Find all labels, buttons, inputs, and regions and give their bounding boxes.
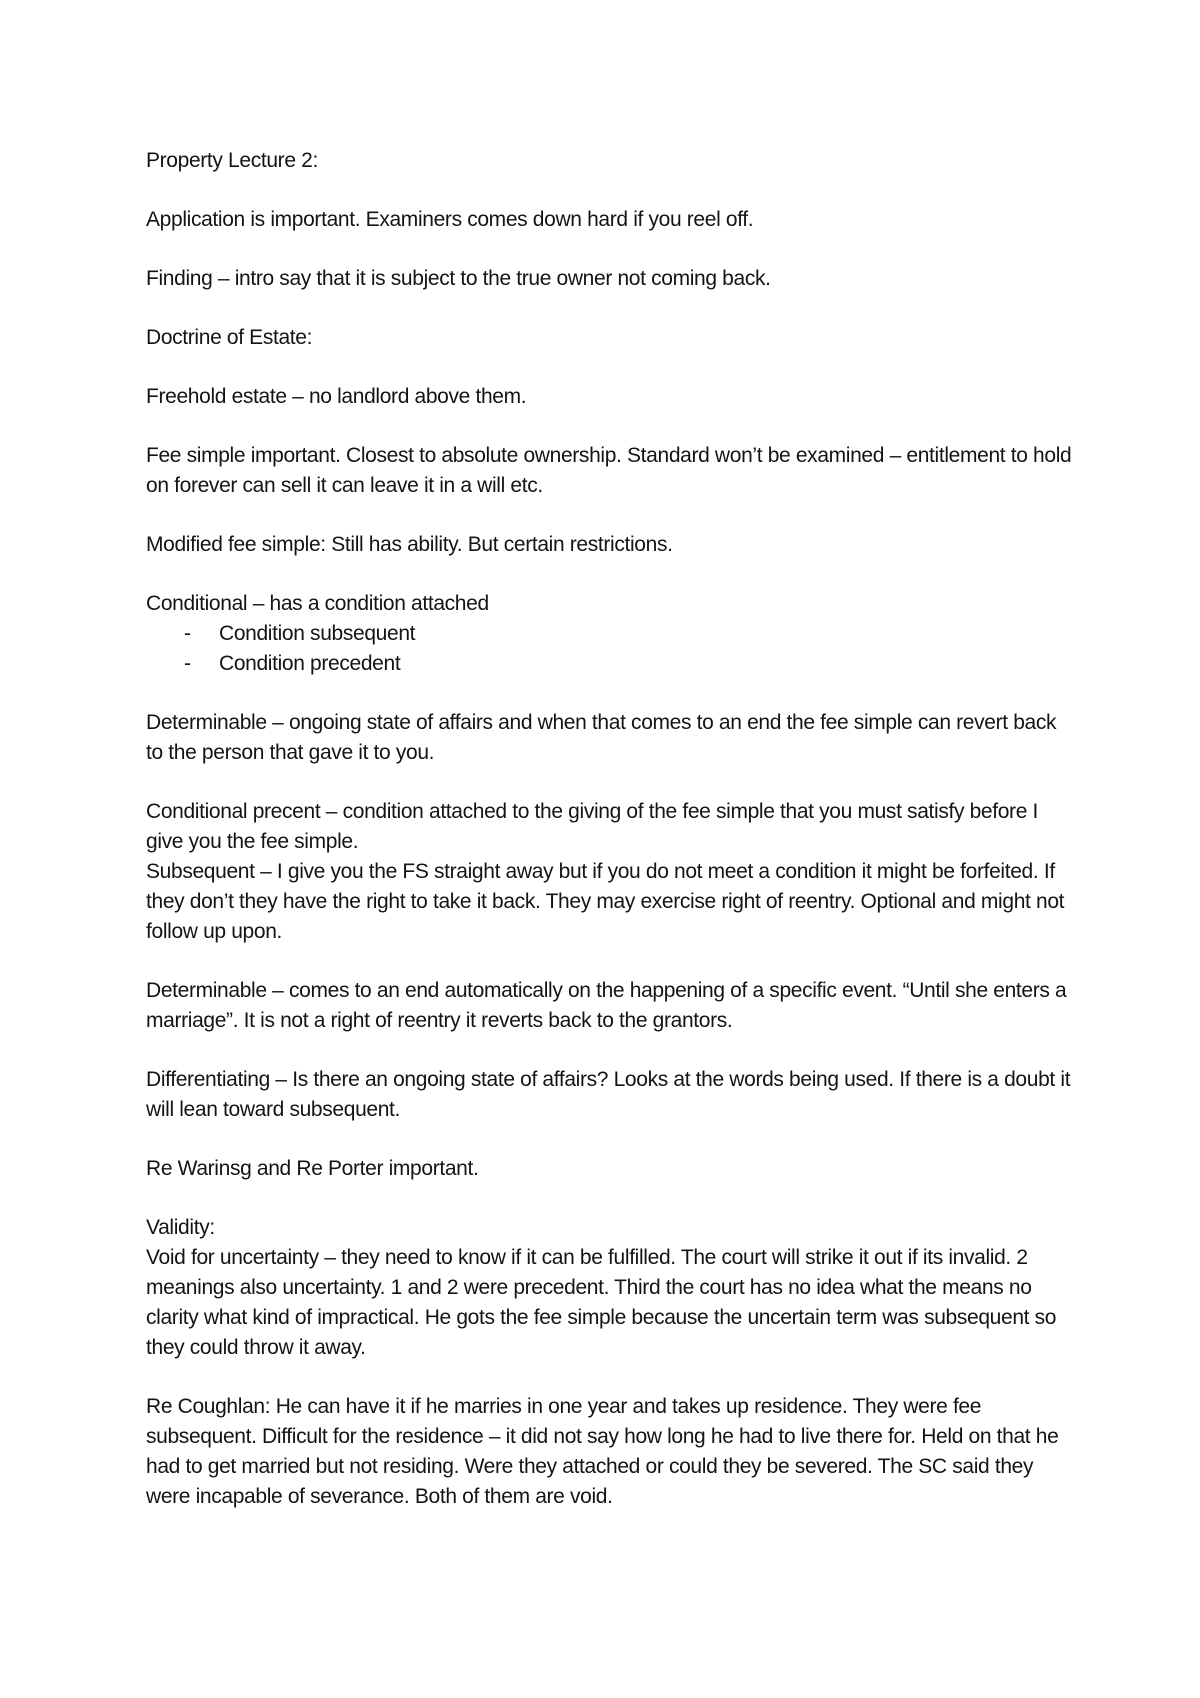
paragraph-case-references: Re Warinsg and Re Porter important. <box>146 1157 479 1180</box>
document-body <box>146 146 1076 1541</box>
paragraph-void-uncertainty: Void for uncertainty – they need to know if it can be fulfilled. The court will strike it out if its invalid. 2 meanings also uncertainty. 1 and 2 were precedent. Third the court has no idea what the means no clarity what kind of impractical. He gots the fee simple because the uncertain term was subsequent so they could throw it away. <box>146 1246 1057 1359</box>
paragraph-re-coughlan: Re Coughlan: He can have it if he marries in one year and takes up residence. They were fee subsequent. Difficult for the residence – it did not say how long he had to live there for. Held on that he had to get married but not residing. Were they attached or could they be severed. The SC said they were incapable of severance. Both of them are void. <box>146 1395 1059 1508</box>
paragraph-determinable-definition: Determinable – ongoing state of affairs and when that comes to an end the fee simple can revert back to the person that gave it to you. <box>146 711 1057 764</box>
condition-list <box>146 619 1076 679</box>
paragraph-freehold: Freehold estate – no landlord above them. <box>146 385 527 408</box>
list-item <box>146 619 1076 649</box>
paragraph-finding: Finding – intro say that it is subject to the true owner not coming back. <box>146 267 771 290</box>
document-title: Property Lecture 2: <box>146 149 318 172</box>
list-item <box>146 649 1076 679</box>
paragraph-modified-fee-simple: Modified fee simple: Still has ability. But certain restrictions. <box>146 533 673 556</box>
list-bullet: - <box>184 622 191 645</box>
list-item-label: Condition subsequent <box>219 622 416 645</box>
paragraph-differentiating: Differentiating – Is there an ongoing state of affairs? Looks at the words being used. If there is a doubt it will lean toward subsequent. <box>146 1068 1071 1121</box>
paragraph-application: Application is important. Examiners comes down hard if you reel off. <box>146 208 754 231</box>
paragraph-validity-heading: Validity: <box>146 1216 215 1239</box>
list-item-label: Condition precedent <box>219 652 401 675</box>
paragraph-subsequent: Subsequent – I give you the FS straight away but if you do not meet a condition it might be forfeited. If they don’t they have the right to take it back. They may exercise right of reentry. Optional and might not follow up upon. <box>146 860 1065 943</box>
paragraph-conditional: Conditional – has a condition attached <box>146 592 489 615</box>
paragraph-determinable-automatic: Determinable – comes to an end automatically on the happening of a specific event. “Until she enters a marriage”. It is not a right of reentry it reverts back to the grantors. <box>146 979 1067 1032</box>
paragraph-doctrine-heading: Doctrine of Estate: <box>146 326 313 349</box>
list-bullet: - <box>184 652 191 675</box>
paragraph-conditional-precent: Conditional precent – condition attached to the giving of the fee simple that you must satisfy before I give you the fee simple. <box>146 800 1039 853</box>
paragraph-fee-simple: Fee simple important. Closest to absolute ownership. Standard won’t be examined – entitlement to hold on forever can sell it can leave it in a will etc. <box>146 444 1072 497</box>
